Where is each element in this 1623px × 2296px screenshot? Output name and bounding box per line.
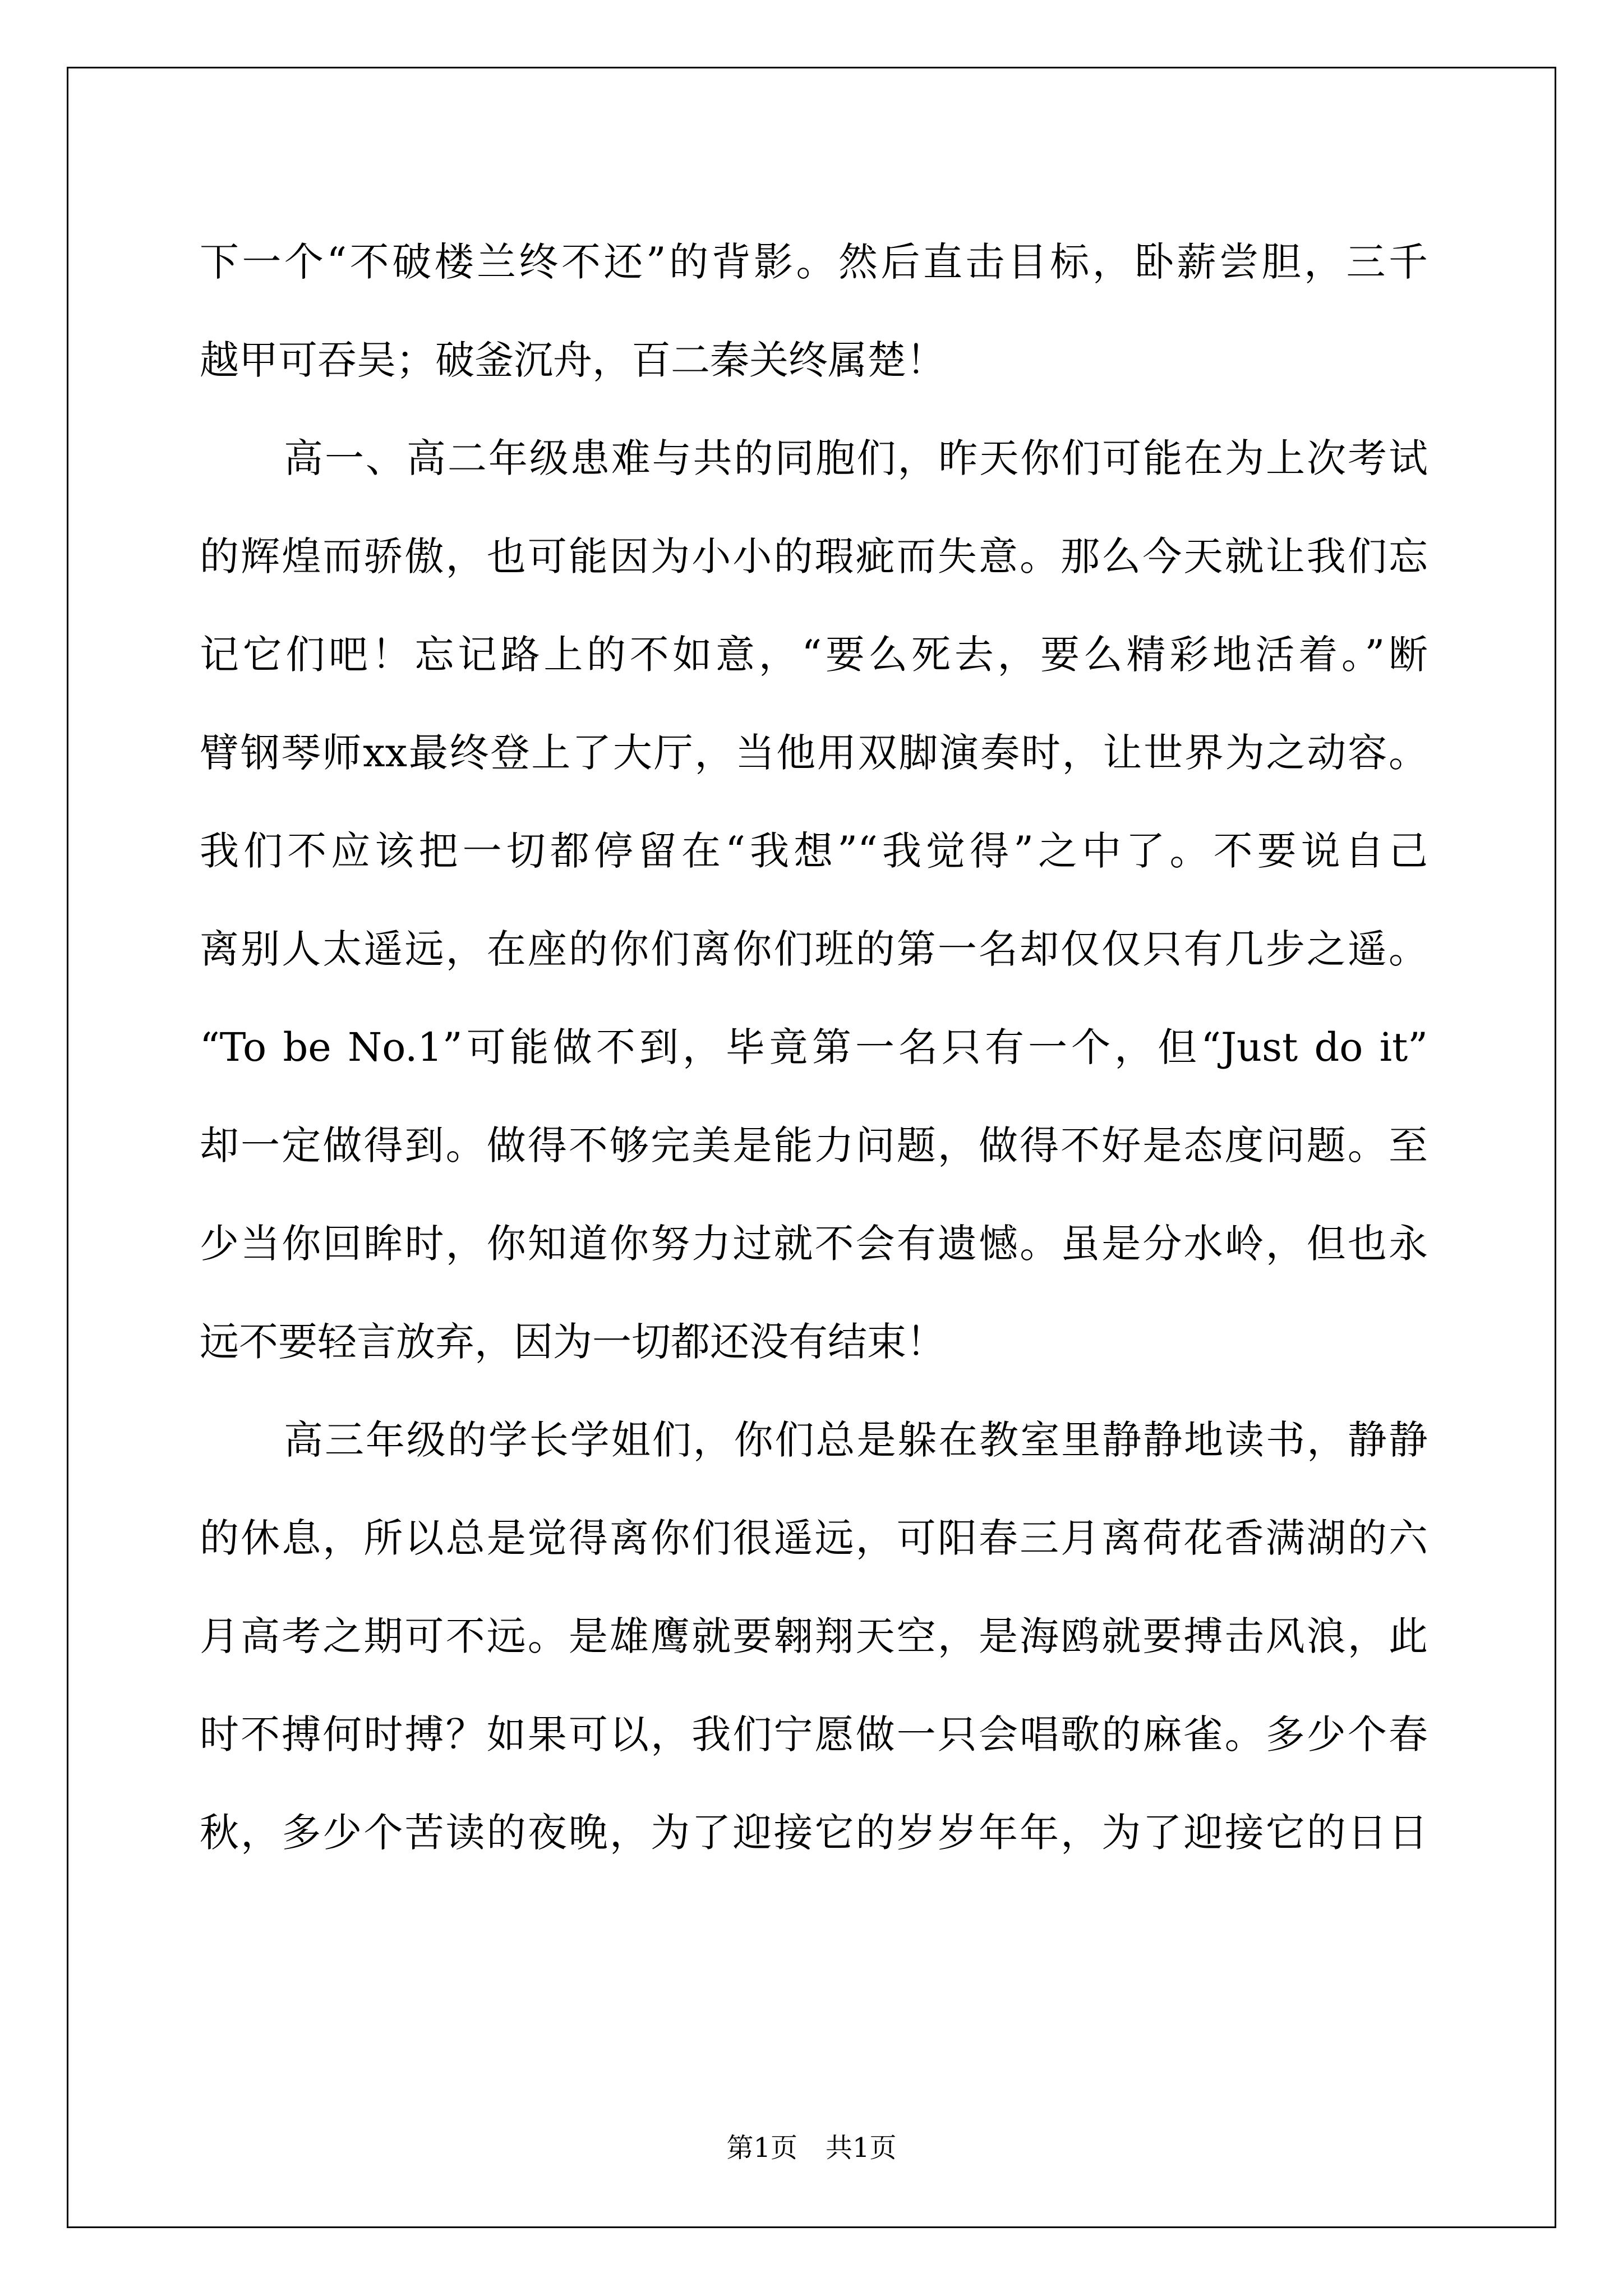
text-line: 高三年级的学长学姐们，你们总是躲在教室里静静地读书，静静 [284, 1417, 1428, 1463]
page-number-current: 第1页 [726, 2132, 797, 2164]
text-line: 少当你回眸时，你知道你努力过就不会有遗憾。虽是分水岭，但也永 [200, 1221, 1428, 1267]
text-line: 记它们吧！忘记路上的不如意，“要么死去，要么精彩地活着。”断 [200, 632, 1428, 678]
text-line: 的辉煌而骄傲，也可能因为小小的瑕疵而失意。那么今天就让我们忘 [200, 533, 1428, 579]
page-footer [0, 2126, 1623, 2165]
text-line: 却一定做得到。做得不够完美是能力问题，做得不好是态度问题。至 [200, 1122, 1428, 1168]
text-line: 的休息，所以总是觉得离你们很遥远，可阳春三月离荷花香满湖的六 [200, 1515, 1428, 1561]
text-line: 离别人太遥远，在座的你们离你们班的第一名却仅仅只有几步之遥。 [200, 926, 1428, 972]
text-line: 下一个“不破楼兰终不还”的背影。然后直击目标，卧薪尝胆，三千 [200, 239, 1428, 285]
text-line: “To be No.1”可能做不到，毕竟第一名只有一个，但“Just do it” [200, 1024, 1428, 1070]
text-line: 高一、高二年级患难与共的同胞们，昨天你们可能在为上次考试 [284, 435, 1428, 481]
page-number-total: 共1页 [826, 2132, 897, 2164]
text-line: 远不要轻言放弃，因为一切都还没有结束！ [200, 1319, 946, 1365]
text-line: 我们不应该把一切都停留在“我想”“我觉得”之中了。不要说自己 [200, 828, 1428, 874]
document-body [200, 213, 1428, 1882]
text-line: 臂钢琴师xx最终登上了大厅，当他用双脚演奏时，让世界为之动容。 [200, 730, 1428, 776]
text-line: 月高考之期可不远。是雄鹰就要翱翔天空，是海鸥就要搏击风浪，此 [200, 1613, 1428, 1659]
text-line: 越甲可吞吴；破釜沉舟，百二秦关终属楚！ [200, 337, 946, 383]
text-line: 秋，多少个苦读的夜晚，为了迎接它的岁岁年年，为了迎接它的日日 [200, 1810, 1428, 1856]
text-line: 时不搏何时搏？如果可以，我们宁愿做一只会唱歌的麻雀。多少个春 [200, 1711, 1428, 1757]
